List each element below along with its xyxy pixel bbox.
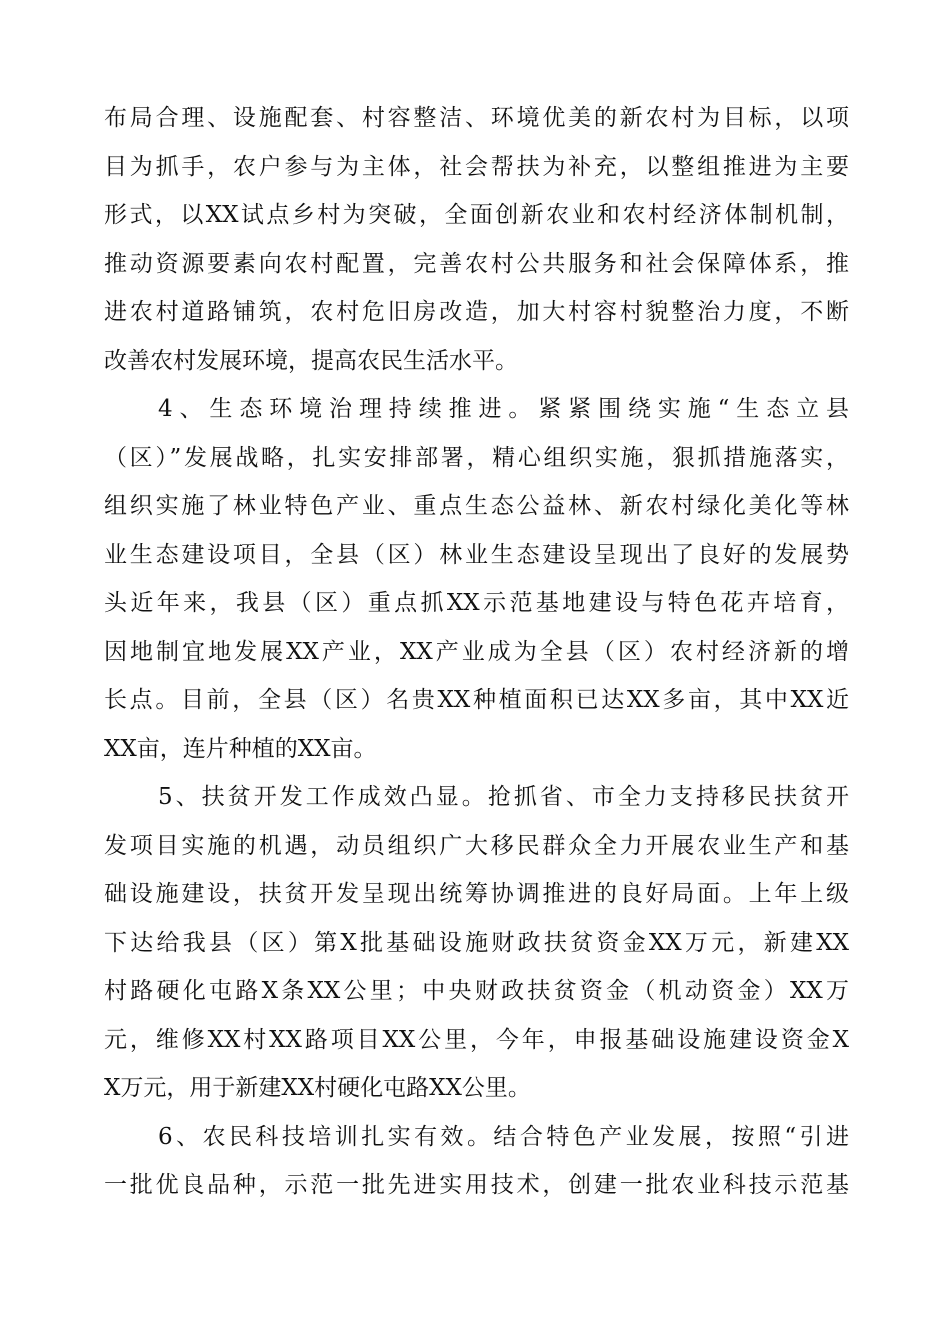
paragraph-heading-4: 4、生态环境治理持续推进。紧紧围绕实施“生态立县 [158, 396, 849, 422]
text-line: 形式，以XX试点乡村为突破，全面创新农业和农村经济体制机制， [104, 202, 849, 228]
text-line: 组织实施了林业特色产业、重点生态公益林、新农村绿化美化等林 [104, 493, 849, 519]
text-line: 进农村道路铺筑，农村危旧房改造，加大村容村貌整治力度，不断 [104, 299, 849, 325]
text-line: 因地制宜地发展XX产业，XX产业成为全县（区）农村经济新的增 [104, 638, 849, 665]
document-body [104, 94, 849, 1210]
text-line: 改善农村发展环境，提高农民生活水平。 [104, 347, 518, 374]
text-line: 下达给我县（区）第X批基础设施财政扶贫资金XX万元，新建XX [104, 929, 849, 956]
text-line: 目为抓手，农户参与为主体，社会帮扶为补充，以整组推进为主要 [104, 153, 849, 180]
text-line: 头近年来，我县（区）重点抓XX示范基地建设与特色花卉培育， [104, 590, 849, 616]
paragraph-heading-5: 5、扶贫开发工作成效凸显。抢抓省、市全力支持移民扶贫开 [158, 784, 849, 810]
text-line: 推动资源要素向农村配置，完善农村公共服务和社会保障体系，推 [104, 250, 849, 277]
text-line: X万元，用于新建XX村硬化屯路XX公里。 [104, 1075, 531, 1101]
text-line: 础设施建设，扶贫开发呈现出统筹协调推进的良好局面。上年上级 [104, 881, 849, 907]
text-line: 一批优良品种，示范一批先进实用技术，创建一批农业科技示范基 [104, 1172, 849, 1198]
text-line: 业生态建设项目，全县（区）林业生态建设呈现出了良好的发展势 [104, 541, 849, 568]
text-line: 发项目实施的机遇，动员组织广大移民群众全力开展农业生产和基 [104, 832, 849, 859]
text-line: 长点。目前，全县（区）名贵XX种植面积已达XX多亩，其中XX近 [104, 687, 849, 713]
text-line: 布局合理、设施配套、村容整洁、环境优美的新农村为目标，以项 [104, 105, 849, 131]
text-line: 元，维修XX村XX路项目XX公里，今年，申报基础设施建设资金X [104, 1026, 849, 1053]
text-line: XX亩，连片种植的XX亩。 [104, 735, 377, 762]
text-line: 村路硬化屯路X条XX公里；中央财政扶贫资金（机动资金）XX万 [104, 978, 849, 1004]
paragraph-heading-6: 6、农民科技培训扎实有效。结合特色产业发展，按照“引进 [158, 1123, 849, 1150]
text-line: （区）”发展战略，扎实安排部署，精心组织实施，狠抓措施落实， [104, 444, 849, 471]
